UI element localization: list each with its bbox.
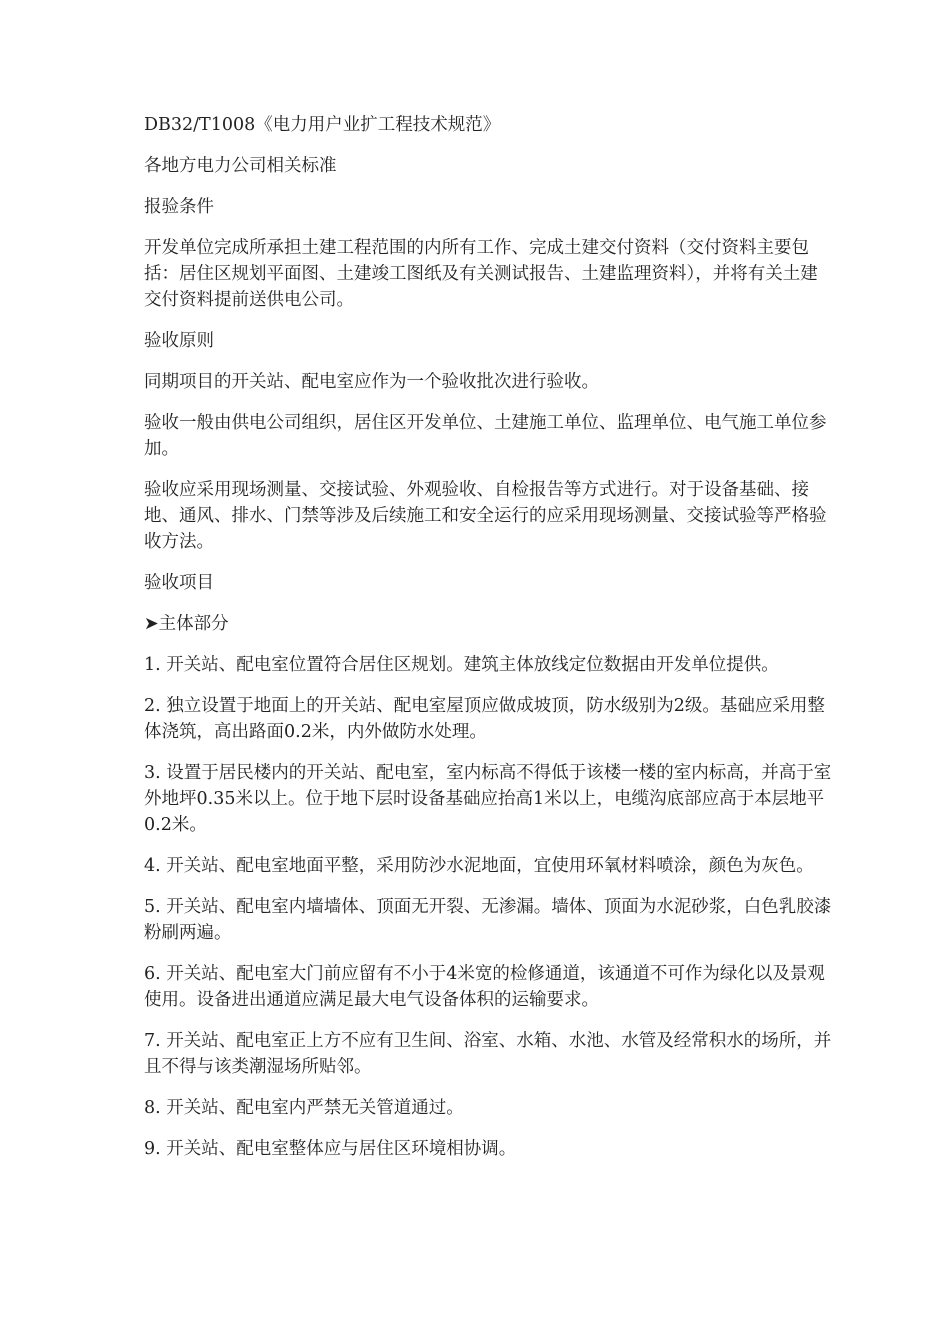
document-body [144,112,834,1177]
list-item: 8. 开关站、配电室内严禁无关管道通过。 [144,1098,464,1118]
section-title: 主体部分 [158,614,229,634]
section-heading-main-structure [144,611,834,637]
arrow-bullet-icon: ➤ [144,614,159,634]
heading-acceptance-items: 验收项目 [144,573,214,593]
list-item: 9. 开关站、配电室整体应与居住区环境相协调。 [144,1139,517,1159]
heading-acceptance-principles: 验收原则 [144,331,214,351]
list-item: 6. 开关站、配电室大门前应留有不小于4米宽的检修通道，该通道不可作为绿化以及景观使用。设备进出通道应满足最大电气设备体积的运输要求。 [144,964,825,1010]
standard-reference: DB32/T1008《电力用户业扩工程技术规范》 [144,115,501,135]
paragraph-principle-3: 验收应采用现场测量、交接试验、外观验收、自检报告等方式进行。对于设备基础、接地、通风、排水、门禁等涉及后续施工和安全运行的应采用现场测量、交接试验等严格验收方法。 [144,480,827,552]
paragraph-inspection-conditions: 开发单位完成所承担土建工程范围的内所有工作、完成土建交付资料（交付资料主要包括：居住区规划平面图、土建竣工图纸及有关测试报告、土建监理资料），并将有关土建交付资料提前送供电公司。 [144,238,818,310]
paragraph-principle-2: 验收一般由供电公司组织，居住区开发单位、土建施工单位、监理单位、电气施工单位参加。 [144,413,827,459]
list-item: 3. 设置于居民楼内的开关站、配电室，室内标高不得低于该楼一楼的室内标高，并高于室外地坪0.35米以上。位于地下层时设备基础应抬高1米以上，电缆沟底部应高于本层地平0.2米。 [144,763,832,835]
list-item: 1. 开关站、配电室位置符合居住区规划。建筑主体放线定位数据由开发单位提供。 [144,655,779,675]
list-item: 5. 开关站、配电室内墙墙体、顶面无开裂、无渗漏。墙体、顶面为水泥砂浆，白色乳胶漆粉刷两遍。 [144,897,832,943]
paragraph-principle-1: 同期项目的开关站、配电室应作为一个验收批次进行验收。 [144,372,599,392]
list-item: 2. 独立设置于地面上的开关站、配电室屋顶应做成坡顶，防水级别为2级。基础应采用整体浇筑，高出路面0.2米，内外做防水处理。 [144,696,825,742]
list-item: 4. 开关站、配电室地面平整，采用防沙水泥地面，宜使用环氧材料喷涂，颜色为灰色。 [144,856,814,876]
heading-inspection-conditions: 报验条件 [144,197,214,217]
standard-reference-local: 各地方电力公司相关标准 [144,156,337,176]
list-item: 7. 开关站、配电室正上方不应有卫生间、浴室、水箱、水池、水管及经常积水的场所，并且不得与该类潮湿场所贴邻。 [144,1031,832,1077]
